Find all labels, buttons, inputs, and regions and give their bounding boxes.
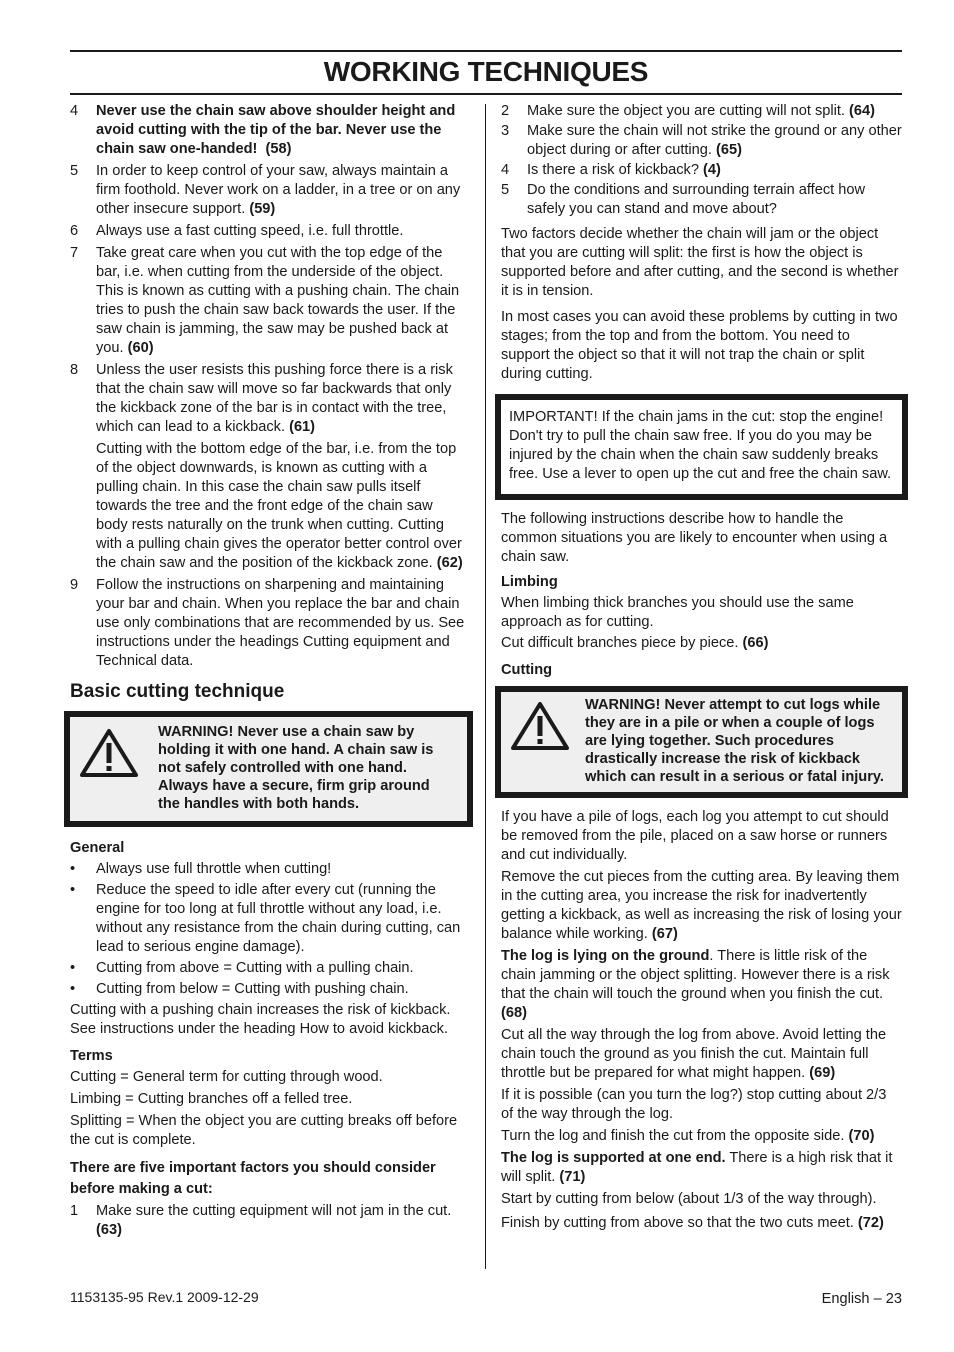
warning-icon [509, 700, 571, 752]
item-text: Follow the instructions on sharpening and maintaining your bar and chain. When you replace the bar and chain use only combinations that are recommended by us. See instructions under the headings Cutting equipment and Technical data. [96, 577, 465, 669]
item-text: Take great care when you cut with the top edge of the bar, i.e. when cutting from the underside of the object. This is known as cutting with a pushing chain. The chain tries to push the chain saw back towards the user. If the saw chain is jamming, the saw may be pushed back at you. [96, 245, 460, 356]
item-text: Always use a fast cutting speed, i.e. full throttle. [96, 223, 404, 239]
paragraph: If it is possible (can you turn the log?) stop cutting about 2/3 of the way through the log. [501, 1087, 887, 1122]
paragraph: In most cases you can avoid these problems by cutting in two stages; from the top and from the bottom. You need to support the object so that it will not trap the chain or split during cutting. [501, 309, 898, 382]
right-column [501, 102, 902, 1236]
section-heading: Basic cutting technique [70, 681, 285, 702]
subheading-factors: There are five important factors you should consider before making a cut: [70, 1160, 436, 1197]
warning-box [495, 686, 908, 798]
list-item: 8 Unless the user resists this pushing force there is a risk that the chain saw will move so far backwards that only the kickback zone of the bar is in contact with the tree, which can lead to a kickback. (61) [70, 362, 453, 435]
warning-icon [78, 727, 140, 779]
paragraph: Cut difficult branches piece by piece. (66) [501, 635, 769, 651]
list-item: 4 Never use the chain saw above shoulder height and avoid cutting with the tip of the bar. Never use the chain saw one-handed! (58) [70, 103, 456, 157]
list-item: 9 Follow the instructions on sharpening and maintaining your bar and chain. When you replace the bar and chain use only combinations that are recommended by us. See instructions under the headings Cutting equipment and Technical data. [70, 577, 465, 669]
figure-ref: (62) [436, 555, 463, 571]
list-item: 5 Do the conditions and surrounding terrain affect how safely you can stand and move about? [501, 182, 866, 217]
list-item: • Always use full throttle when cutting! [70, 861, 332, 877]
paragraph: Cut all the way through the log from above. Avoid letting the chain touch the ground as you finish the cut. Maintain full throttle but be prepared for what might happen. (69) [501, 1027, 887, 1081]
item-text: Never use the chain saw above shoulder height and avoid cutting with the tip of the bar. Never use the chain saw one-handed! [96, 103, 456, 157]
paragraph: Turn the log and finish the cut from the opposite side. (70) [501, 1128, 875, 1144]
item-text: Cutting with the bottom edge of the bar, i.e. from the top of the object downwards, is known as cutting with a pulling chain. In this case the chain saw pulls itself towards the tree and the front edge of the chain saw body rests naturally on the trunk when cutting. Cutting with a pulling chain gives the operator better control over the chain saw and the position of the kickback zone. [96, 441, 462, 571]
figure-ref: (71) [559, 1169, 586, 1185]
warning-box [64, 711, 473, 827]
term-definition: Limbing = Cutting branches off a felled tree. [70, 1091, 353, 1107]
figure-ref: (63) [96, 1222, 122, 1238]
list-item: • Cutting from above = Cutting with a pulling chain. [70, 960, 414, 976]
figure-ref: (64) [849, 103, 875, 119]
figure-ref: (65) [716, 142, 742, 158]
list-item: • Reduce the speed to idle after every cut (running the engine for too long at full throttle without any load, i.e. without any resistance from the chain during cutting, can lead to serious engine damage). [70, 882, 461, 955]
figure-ref: (58) [265, 141, 292, 157]
column-divider [485, 104, 486, 1269]
list-item: • Cutting from below = Cutting with pushing chain. [70, 981, 409, 997]
paragraph: When limbing thick branches you should use the same approach as for cutting. [501, 595, 854, 630]
page-title: WORKING TECHNIQUES [323, 56, 649, 87]
term-definition: Cutting = General term for cutting through wood. [70, 1069, 383, 1085]
subheading-terms: Terms [70, 1048, 113, 1064]
figure-ref: (60) [127, 340, 154, 356]
paragraph: Remove the cut pieces from the cutting area. By leaving them in the cutting area, you increase the risk for inadvertently getting a kickback, as well as increasing the risk of losing your balance while working. (67) [501, 869, 902, 942]
figure-ref: (59) [249, 201, 276, 217]
list-item: 5 In order to keep control of your saw, always maintain a firm foothold. Never work on a ladder, in a tree or on any other insecure support. (59) [70, 163, 461, 217]
item-text: In order to keep control of your saw, always maintain a firm foothold. Never work on a ladder, in a tree or on any other insecure support. [96, 163, 461, 217]
figure-ref: (67) [651, 926, 678, 942]
figure-ref: (72) [857, 1215, 884, 1231]
figure-ref: (66) [742, 635, 769, 651]
paragraph: The following instructions describe how to handle the common situations you are likely to encounter when using a chain saw. [501, 511, 888, 565]
important-text: IMPORTANT! If the chain jams in the cut: stop the engine! Don't try to pull the chain saw free. If you do you may be injured by the chain when the chain saw suddenly breaks free. Use a lever to open up the cut and free the chain saw. [509, 409, 892, 482]
list-item: 7 Take great care when you cut with the top edge of the bar, i.e. when cutting from the underside of the object. This is known as cutting with a pushing chain. The chain tries to push the chain saw back towards the user. If the saw chain is jamming, the saw may be pushed back at you. (60) [70, 245, 460, 356]
footer-page-number: English – 23 [821, 1291, 902, 1307]
paragraph: The log is lying on the ground. There is little risk of the chain jamming or the object splitting. However there is a risk that the chain will touch the ground when you finish the cut. (68) [501, 948, 890, 1021]
list-item: 4 Is there a risk of kickback? (4) [501, 162, 721, 178]
figure-ref: (70) [848, 1128, 875, 1144]
list-item-continuation [70, 440, 467, 573]
figure-ref: (4) [703, 162, 721, 178]
paragraph: The log is supported at one end. There is a high risk that it will split. (71) [501, 1150, 893, 1185]
paragraph: Cutting with a pushing chain increases the risk of kickback. See instructions under the heading How to avoid kickback. [70, 1002, 451, 1037]
subheading-cutting: Cutting [501, 662, 553, 678]
header-top-rule [70, 50, 902, 52]
item-text: Unless the user resists this pushing force there is a risk that the chain saw will move so far backwards that only the kickback zone of the bar is in contact with the tree, which can lead to a kickback. [96, 362, 453, 435]
paragraph: If you have a pile of logs, each log you attempt to cut should be removed from the pile, placed on a saw horse or runners and cut individually. [501, 809, 889, 863]
important-box [495, 394, 908, 500]
warning-text: WARNING! Never use a chain saw by holding it with one hand. A chain saw is not safely controlled with one hand. Always have a secure, firm grip around the handles with both hands. [158, 724, 434, 812]
list-item: 3 Make sure the chain will not strike the ground or any other object during or after cutting. (65) [501, 123, 902, 158]
figure-ref: (69) [809, 1065, 836, 1081]
warning-text: WARNING! Never attempt to cut logs while they are in a pile or when a couple of logs are lying together. Such procedures drastically increase the risk of kickback which can result in a serious or fatal injury. [585, 697, 884, 785]
subheading-general: General [70, 840, 125, 856]
header-bottom-rule [70, 93, 902, 95]
list-item: 6 Always use a fast cutting speed, i.e. full throttle. [70, 223, 404, 239]
paragraph: Two factors decide whether the chain will jam or the object that you are cutting will split: the first is how the object is supported before and after cutting, and the second is whether it is in tension. [501, 226, 899, 299]
paragraph: Start by cutting from below (about 1/3 of the way through). [501, 1191, 877, 1207]
list-item: 1 Make sure the cutting equipment will not jam in the cut. (63) [70, 1203, 452, 1238]
figure-ref: (61) [289, 419, 316, 435]
figure-ref: (68) [501, 1005, 527, 1021]
paragraph: Finish by cutting from above so that the two cuts meet. (72) [501, 1215, 884, 1231]
list-item: 2 Make sure the object you are cutting will not split. (64) [501, 103, 875, 119]
subheading-limbing: Limbing [501, 574, 558, 590]
term-definition: Splitting = When the object you are cutting breaks off before the cut is complete. [70, 1113, 458, 1148]
footer-doc-id: 1153135-95 Rev.1 2009-12-29 [70, 1289, 259, 1305]
left-column [70, 102, 467, 1243]
